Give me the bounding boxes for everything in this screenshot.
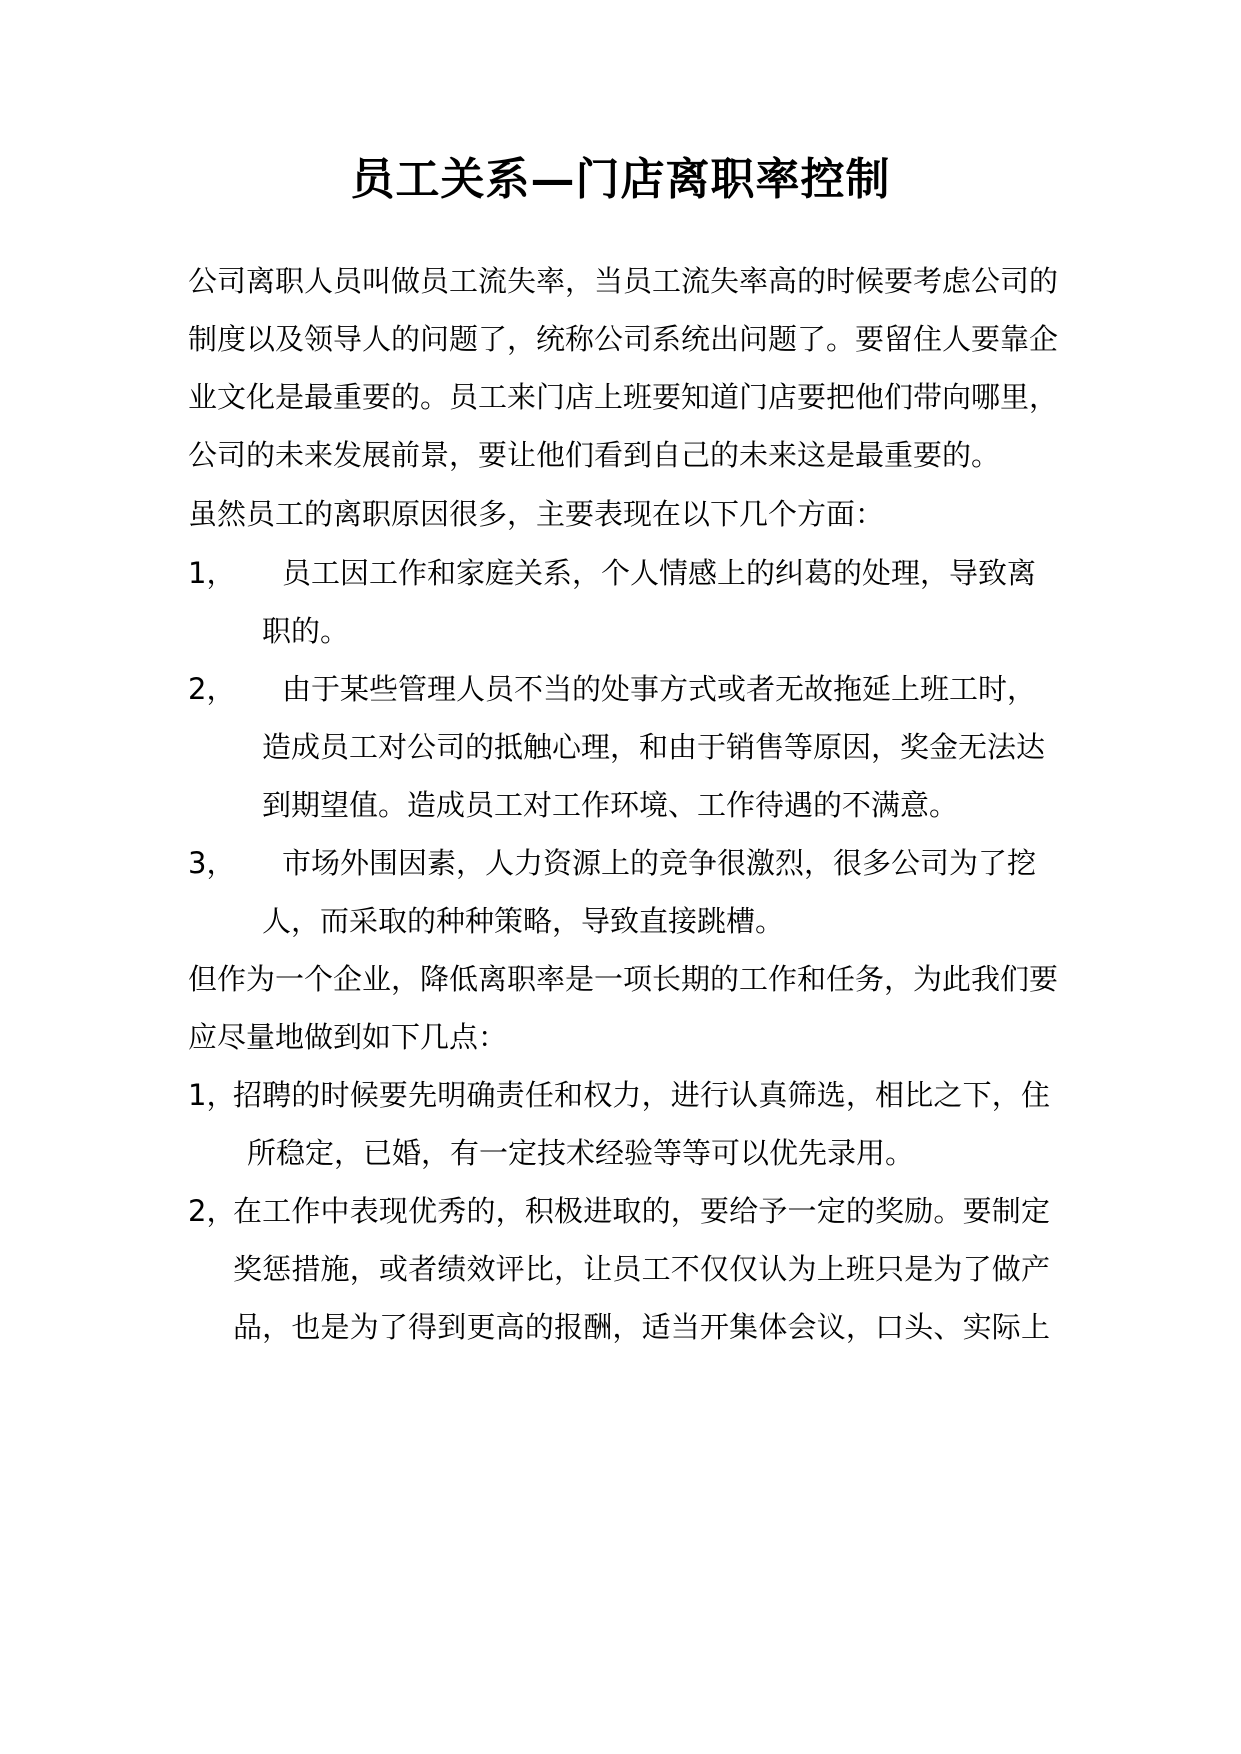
document-title: 员工关系—门店离职率控制: [350, 154, 891, 205]
measure-number: 2，: [188, 1194, 236, 1228]
measure-line: 品，也是为了得到更高的报酬，适当开集体会议，口头、实际上: [233, 1310, 1050, 1344]
intro-line: 业文化是最重要的。员工来门店上班要知道门店要把他们带向哪里，: [188, 380, 1059, 414]
reason-line: 市场外围因素，人力资源上的竞争很激烈，很多公司为了挖: [282, 846, 1037, 880]
reason-number: 1，: [188, 556, 236, 590]
measure-line: 奖惩措施，或者绩效评比，让员工不仅仅认为上班只是为了做产: [233, 1252, 1050, 1286]
reason-line: 由于某些管理人员不当的处事方式或者无故拖延上班工时，: [282, 672, 1037, 706]
measure-line: 所稳定，已婚，有一定技术经验等等可以优先录用。: [247, 1136, 915, 1170]
reasons-intro: 虽然员工的离职原因很多，主要表现在以下几个方面：: [188, 497, 885, 531]
reason-number: 3，: [188, 846, 236, 880]
reason-number: 2，: [188, 672, 236, 706]
intro-line: 公司离职人员叫做员工流失率，当员工流失率高的时候要考虑公司的: [188, 264, 1059, 298]
reason-line: 造成员工对公司的抵触心理，和由于销售等原因，奖金无法达: [262, 730, 1046, 764]
measure-line: 招聘的时候要先明确责任和权力，进行认真筛选，相比之下，住: [233, 1078, 1050, 1112]
reason-line: 人，而采取的种种策略，导致直接跳槽。: [262, 904, 785, 938]
measure-number: 1，: [188, 1078, 236, 1112]
reason-line: 到期望值。造成员工对工作环境、工作待遇的不满意。: [262, 788, 959, 822]
measures-intro-line: 但作为一个企业，降低离职率是一项长期的工作和任务，为此我们要: [188, 962, 1059, 996]
intro-line: 公司的未来发展前景，要让他们看到自己的未来这是最重要的。: [188, 438, 1001, 472]
intro-line: 制度以及领导人的问题了，统称公司系统出问题了。要留住人要靠企: [188, 322, 1059, 356]
reason-line: 员工因工作和家庭关系，个人情感上的纠葛的处理，导致离: [282, 556, 1037, 590]
reason-line: 职的。: [262, 614, 350, 648]
measures-intro-line: 应尽量地做到如下几点：: [188, 1020, 508, 1054]
measure-line: 在工作中表现优秀的，积极进取的，要给予一定的奖励。要制定: [233, 1194, 1050, 1228]
